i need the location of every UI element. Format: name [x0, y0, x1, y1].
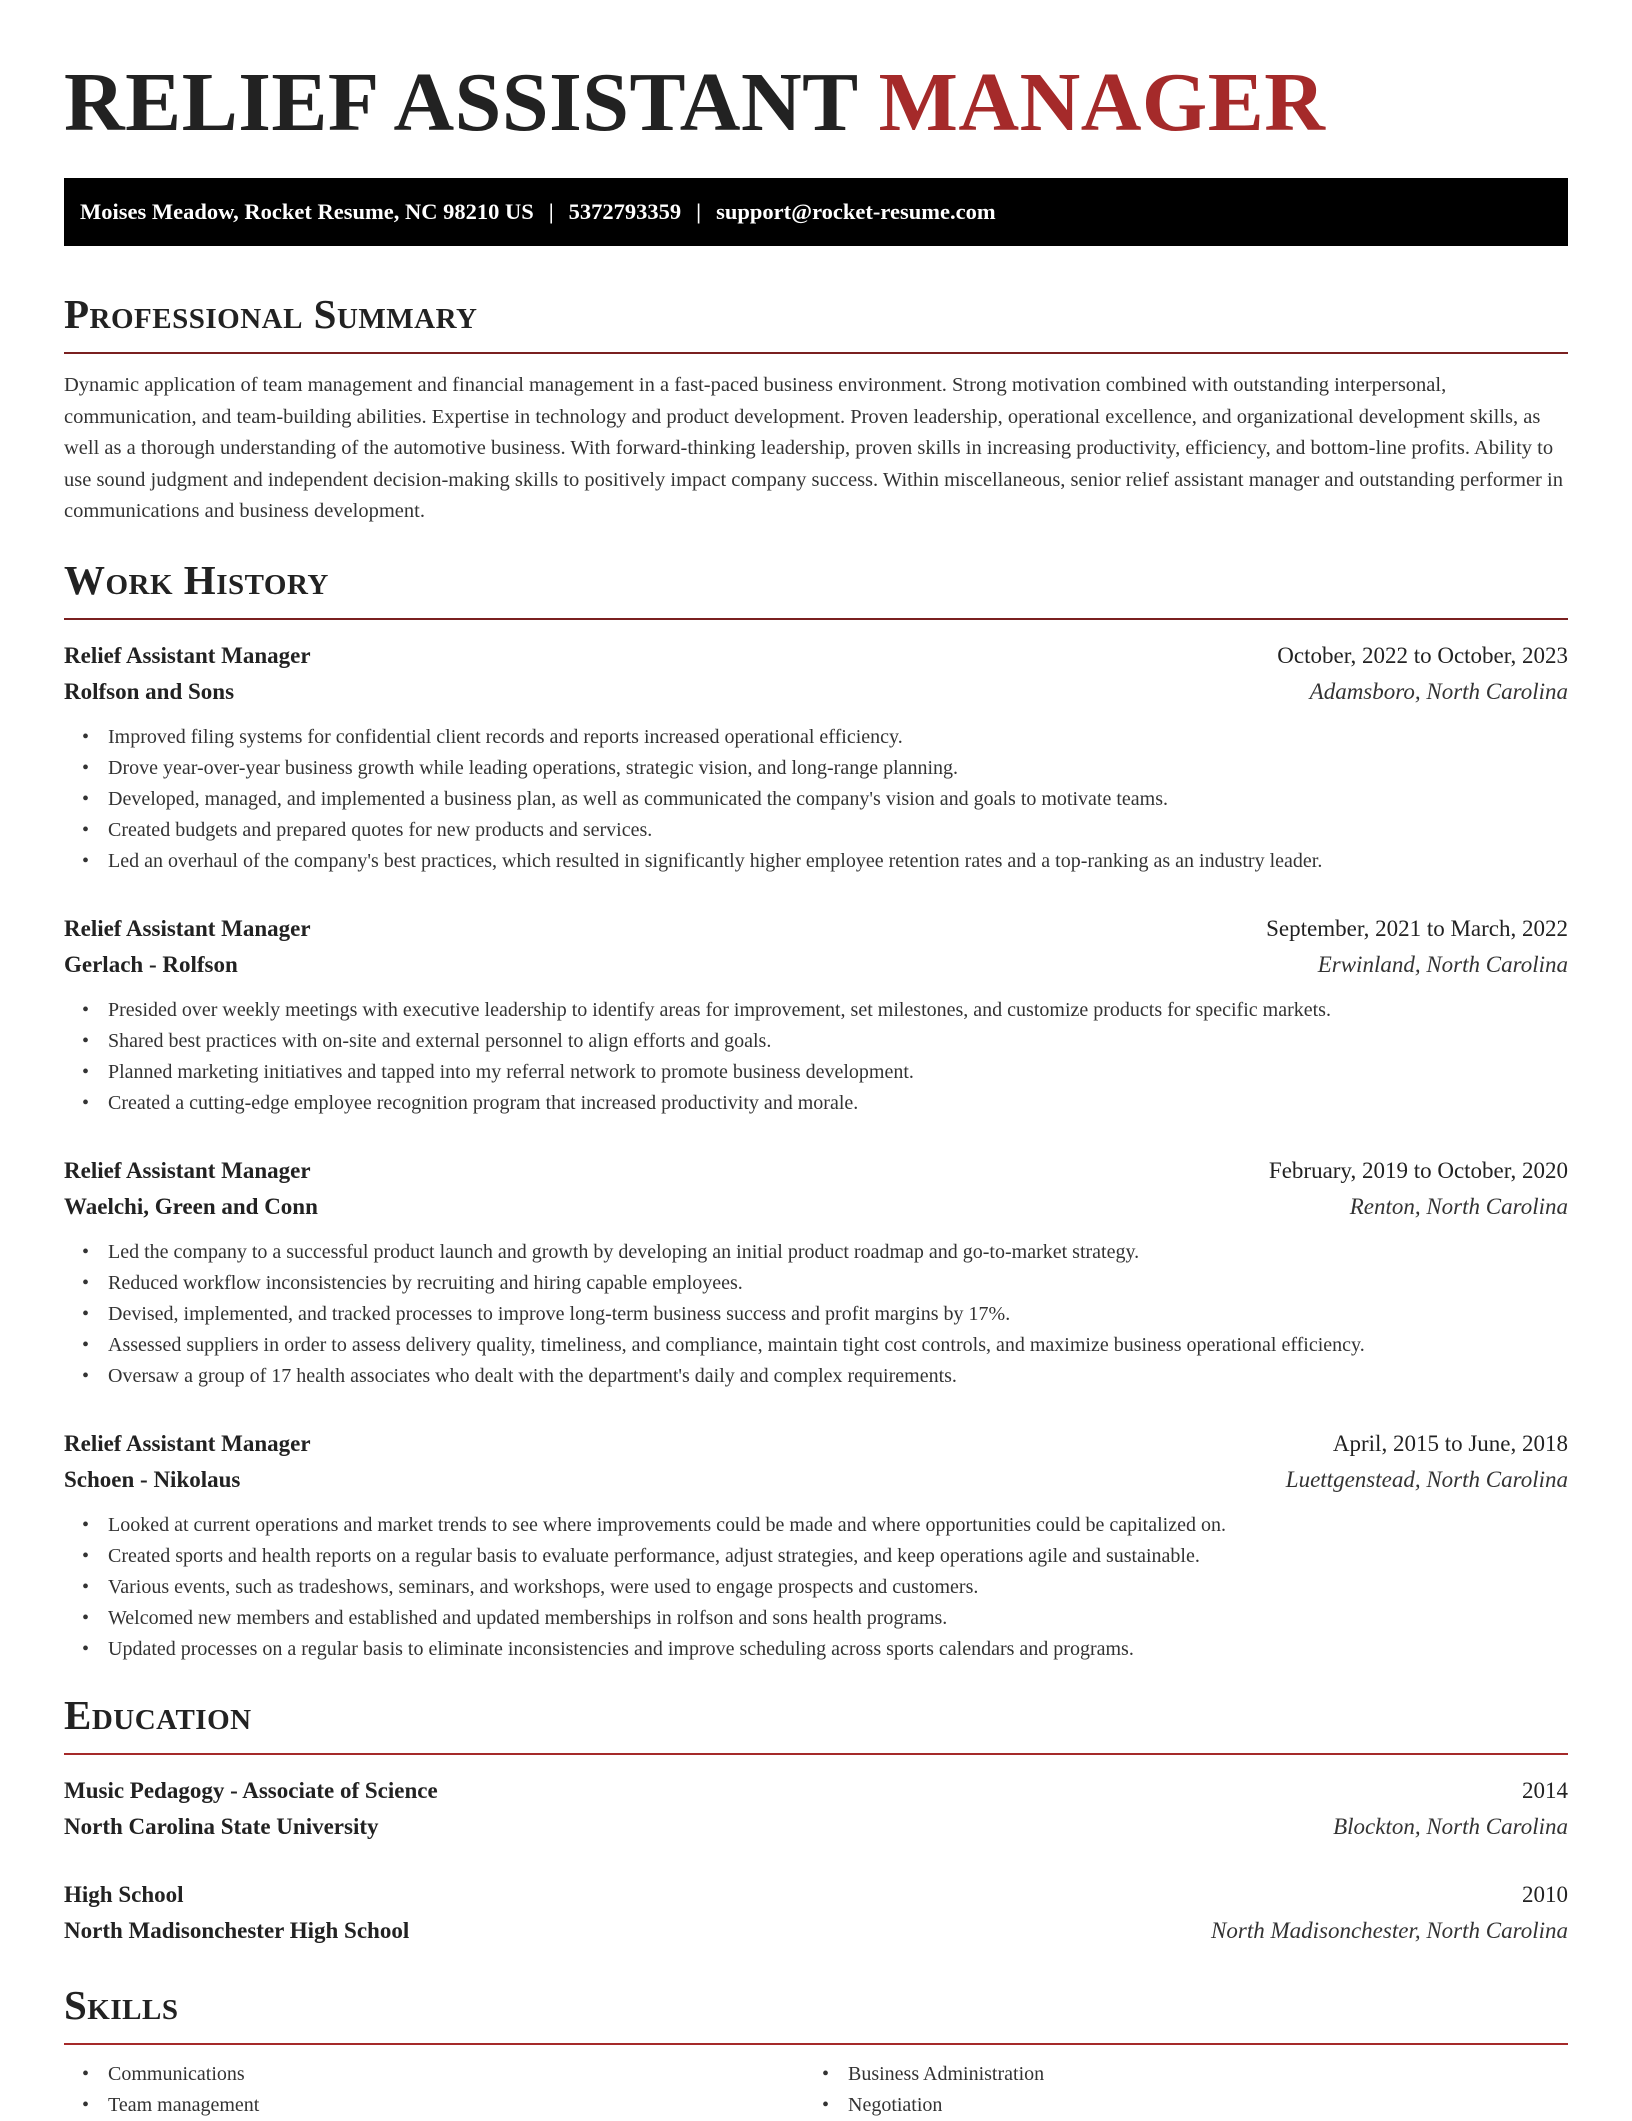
list-item: • Created a cutting-edge employee recognition program that increased productivity and morale.	[82, 1091, 859, 1114]
list-item: • Presided over weekly meetings with executive leadership to identify areas for improvement, set milestones, and customize products for specific markets.	[82, 998, 1331, 1021]
list-item: • Devised, implemented, and tracked processes to improve long-term business success and profit margins by 17%.	[82, 1302, 1011, 1325]
job-title: Relief Assistant Manager	[64, 1430, 311, 1456]
skills-column	[64, 2059, 804, 2121]
education-school: North Carolina State University	[64, 1813, 379, 1839]
education-degree: High School	[64, 1881, 184, 1907]
resume-title	[64, 58, 1568, 148]
job-dates: February, 2019 to October, 2020	[1268, 1157, 1568, 1183]
job-bullets	[64, 1237, 1568, 1392]
job-title: Relief Assistant Manager	[64, 642, 311, 668]
list-item: • Planned marketing initiatives and tapped into my referral network to promote business development.	[82, 1060, 914, 1083]
job-dates: October, 2022 to October, 2023	[1277, 642, 1568, 668]
job-company: Gerlach - Rolfson	[64, 951, 238, 977]
list-item: • Led the company to a successful product launch and growth by developing an initial product roadmap and go-to-market strategy.	[82, 1240, 1140, 1263]
job-title: Relief Assistant Manager	[64, 1157, 311, 1183]
contact-phone: 5372793359	[568, 199, 682, 224]
list-item: • Led an overhaul of the company's best practices, which resulted in significantly higher employee retention rates and a top-ranking as an industry leader.	[82, 849, 1323, 872]
skill-item: • Business Administration	[822, 2062, 1045, 2085]
list-item: • Reduced workflow inconsistencies by recruiting and hiring capable employees.	[82, 1271, 743, 1294]
education-year: 2010	[1522, 1881, 1568, 1907]
contact-address: Moises Meadow, Rocket Resume, NC 98210 US	[80, 199, 534, 224]
job-location: Renton, North Carolina	[1349, 1193, 1568, 1219]
summary-text: Dynamic application of team management and financial management in a fast-paced business environment. Strong motivation combined with outstanding interpersonal, communication, and team-building abilities. Expertise in technology and product development. Proven leadership, operational excellence, and organizational development skills, as well as a thorough understanding of the automotive business. With forward-thinking leadership, proven skills in increasing productivity, efficiency, and bottom-line profits. Ability to use sound judgment and independent decision-making skills to positively impact company success. Within miscellaneous, senior relief assistant manager and outstanding performer in communications and business development.	[64, 374, 1563, 522]
list-item: • Improved filing systems for confidential client records and reports increased operational efficiency.	[82, 725, 903, 748]
job-title: Relief Assistant Manager	[64, 915, 311, 941]
job-dates: September, 2021 to March, 2022	[1266, 915, 1568, 941]
job-location: Erwinland, North Carolina	[1317, 951, 1568, 977]
job-entry	[64, 1153, 1568, 1392]
contact-bar	[64, 178, 1568, 246]
education-year: 2014	[1522, 1777, 1568, 1803]
resume-page	[64, 0, 1568, 2121]
list-item: • Oversaw a group of 17 health associates who dealt with the department's daily and complex requirements.	[82, 1364, 957, 1387]
job-location: Luettgenstead, North Carolina	[1285, 1466, 1568, 1492]
contact-separator: |	[696, 199, 702, 224]
list-item: • Created budgets and prepared quotes for new products and services.	[82, 818, 653, 841]
work-history-heading: Work History	[64, 556, 1568, 620]
title-accent: MANAGER	[878, 56, 1326, 149]
job-location: Adamsboro, North Carolina	[1309, 678, 1568, 704]
education-entry	[64, 1877, 1568, 1949]
job-entry	[64, 638, 1568, 877]
contact-separator: |	[548, 199, 554, 224]
job-bullets	[64, 995, 1568, 1119]
list-item: • Drove year-over-year business growth while leading operations, strategic vision, and long-range planning.	[82, 756, 959, 779]
job-company: Schoen - Nikolaus	[64, 1466, 241, 1492]
list-item: • Developed, managed, and implemented a business plan, as well as communicated the company's vision and goals to motivate teams.	[82, 787, 1168, 810]
job-company: Rolfson and Sons	[64, 678, 235, 704]
job-dates: April, 2015 to June, 2018	[1332, 1430, 1568, 1456]
summary-heading: Professional Summary	[64, 290, 1568, 354]
job-bullets	[64, 1510, 1568, 1665]
education-degree: Music Pedagogy - Associate of Science	[64, 1777, 438, 1803]
list-item: • Welcomed new members and established and updated memberships in rolfson and sons health programs.	[82, 1606, 948, 1629]
education-entry	[64, 1773, 1568, 1845]
job-company: Waelchi, Green and Conn	[64, 1193, 318, 1219]
education-heading: Education	[64, 1691, 1568, 1755]
education-location: North Madisonchester, North Carolina	[1211, 1917, 1568, 1943]
list-item: • Various events, such as tradeshows, seminars, and workshops, were used to engage prospects and customers.	[82, 1575, 979, 1598]
title-main: RELIEF ASSISTANT	[64, 56, 858, 149]
education-location: Blockton, North Carolina	[1333, 1813, 1568, 1839]
list-item: • Created sports and health reports on a regular basis to evaluate performance, adjust strategies, and keep operations agile and sustainable.	[82, 1544, 1200, 1567]
skills-heading: Skills	[64, 1981, 1568, 2045]
contact-email: support@rocket-resume.com	[716, 199, 996, 224]
list-item: • Looked at current operations and market trends to see where improvements could be made and where opportunities could be capitalized on.	[82, 1513, 1226, 1536]
skills-list	[64, 2059, 1568, 2121]
skill-item: • Communications	[82, 2062, 245, 2085]
list-item: • Shared best practices with on-site and external personnel to align efforts and goals.	[82, 1029, 772, 1052]
skill-item: • Negotiation	[822, 2093, 943, 2116]
job-bullets	[64, 722, 1568, 877]
skill-item: • Team management	[82, 2093, 260, 2116]
skills-column	[804, 2059, 1544, 2121]
education-school: North Madisonchester High School	[64, 1917, 410, 1943]
job-entry	[64, 1426, 1568, 1665]
list-item: • Assessed suppliers in order to assess delivery quality, timeliness, and compliance, maintain tight cost controls, and maximize business operational efficiency.	[82, 1333, 1365, 1356]
job-entry	[64, 911, 1568, 1119]
list-item: • Updated processes on a regular basis to eliminate inconsistencies and improve scheduling across sports calendars and programs.	[82, 1637, 1134, 1660]
